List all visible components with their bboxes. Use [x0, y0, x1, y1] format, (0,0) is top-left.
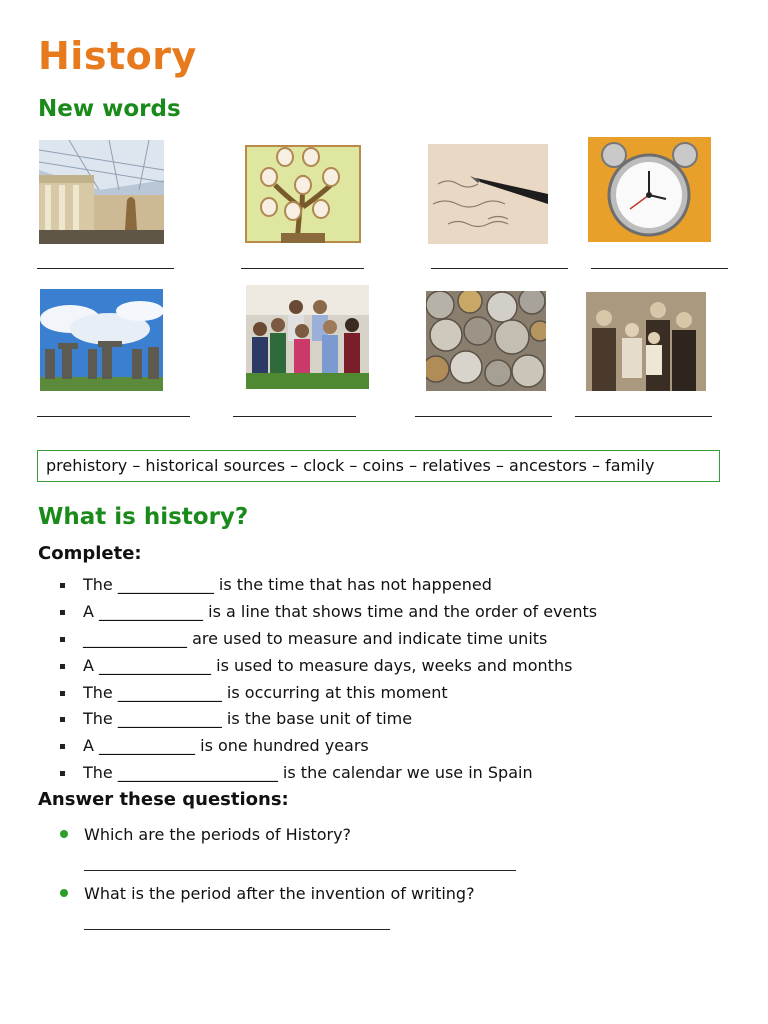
question: Which are the periods of History? [84, 825, 352, 844]
answer-line[interactable] [591, 268, 728, 269]
answer-label: Answer these questions: [38, 789, 289, 810]
list-item: The _____________ is the base unit of time [60, 707, 597, 734]
list-item: The ____________ is the time that has not happened [60, 573, 597, 600]
word-bank: prehistory – historical sources – clock – coins – relatives – ancestors – family [37, 450, 720, 482]
stonehenge-photo-icon [40, 289, 163, 391]
answer-line[interactable] [84, 929, 390, 930]
list-item: A ____________ is one hundred years [60, 734, 597, 761]
answer-line[interactable] [37, 268, 174, 269]
quill-document-photo-icon [428, 144, 548, 244]
coins-photo-icon [426, 291, 546, 391]
section-heading: What is history? [38, 504, 249, 530]
page-title: History [38, 34, 197, 78]
answer-line[interactable] [575, 416, 712, 417]
new-words-heading: New words [38, 96, 181, 122]
answer-line[interactable] [233, 416, 356, 417]
complete-label: Complete: [38, 543, 142, 564]
list-item: The ____________________ is the calendar we use in Spain [60, 761, 597, 788]
answer-line[interactable] [431, 268, 568, 269]
question: What is the period after the invention of writing? [84, 884, 475, 903]
complete-list [60, 573, 597, 788]
family-tree-photo-icon [245, 145, 361, 243]
answer-line[interactable] [241, 268, 364, 269]
answer-line[interactable] [37, 416, 190, 417]
museum-photo-icon [39, 140, 164, 244]
list-item: The _____________ is occurring at this moment [60, 681, 597, 708]
alarm-clock-photo-icon [588, 137, 711, 242]
old-family-photo-icon [586, 292, 706, 391]
bullet-icon [60, 830, 68, 838]
list-item: A _____________ is a line that shows time and the order of events [60, 600, 597, 627]
list-item: _____________ are used to measure and indicate time units [60, 627, 597, 654]
family-photo-icon [246, 285, 369, 389]
list-item: A ______________ is used to measure days, weeks and months [60, 654, 597, 681]
answer-line[interactable] [415, 416, 552, 417]
bullet-icon [60, 889, 68, 897]
answer-line[interactable] [84, 870, 516, 871]
